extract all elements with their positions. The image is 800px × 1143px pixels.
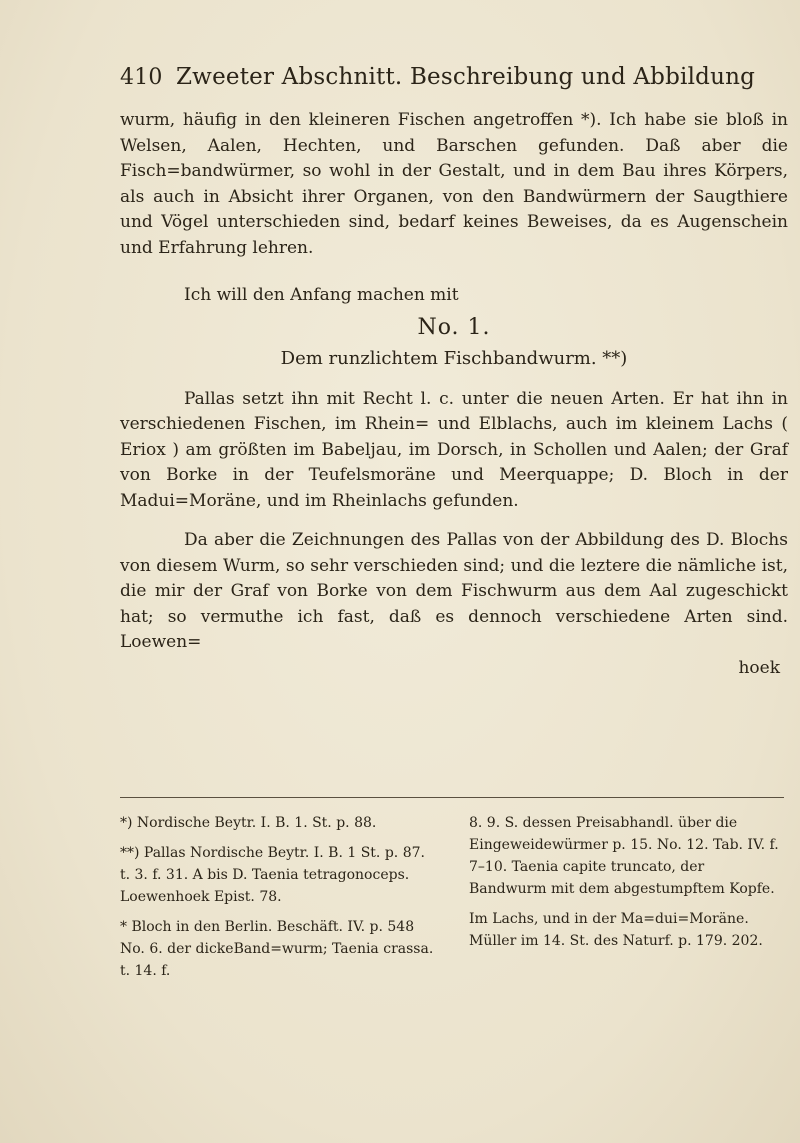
catchword: hoek — [738, 657, 780, 678]
running-header — [120, 64, 788, 108]
footnote-4: 8. 9. S. dessen Preisabhandl. über die Eingeweidewürmer p. 15. No. 12. Tab. IV. f. 7–10. Taenia capite truncato, der Bandwurm mit dem abgestumpftem Kopfe. — [469, 815, 779, 897]
paragraph-1: wurm, häufig in den kleineren Fischen angetroffen *). Ich habe sie bloß in Welsen, Aalen, Hechten, und Barschen gefunden. Daß aber die Fisch=bandwürmer, so wohl in der Gestalt, und in dem Bau ihres Körpers, als auch in Absicht ihrer Organen, von den Bandwürmern der Saugthiere und Vögel unterschieden sind, bedarf keines Beweises, da es Augenschein und Erfahrung lehren. — [120, 110, 788, 258]
paragraph-3: Pallas setzt ihn mit Recht l. c. unter die neuen Arten. Er hat ihn in verschiedenen Fischen, im Rhein= und Elblachs, auch im kleinem Lachs ( Eriox ) am größten im Babeljau, im Dorsch, in Schollen und Aalen; der Graf von Borke in der Teufelsmoräne und Meerquappe; D. Bloch in der Madui=Moräne, und im Rheinlachs gefunden. — [120, 388, 788, 511]
paragraph-4: Da aber die Zeichnungen des Pallas von der Abbildung des D. Blochs von diesem Wurm, so sehr verschieden sind; und die leztere die nämliche ist, die mir der Graf von Borke von dem Fischwurm aus dem Aal zugeschickt hat; so vermuthe ich fast, daß es dennoch verschiedene Arten sind. Loewen= — [120, 530, 788, 652]
footnote-5: Im Lachs, und in der Ma=dui=Moräne. Müller im 14. St. des Naturf. p. 179. 202. — [469, 911, 763, 949]
paragraph-2: Ich will den Anfang machen mit — [184, 285, 459, 305]
running-title: Zweeter Abschnitt. Beschreibung und Abbildung — [176, 64, 756, 90]
page-number: 410 — [120, 65, 163, 90]
footnote-2: **) Pallas Nordische Beytr. I. B. 1 St. p. 87. t. 3. f. 31. A bis D. Taenia tetragonoceps. Loewenhoek Epist. 78. — [120, 845, 425, 905]
section-number: No. 1. — [417, 314, 491, 340]
footnote-3: * Bloch in den Berlin. Beschäft. IV. p. 548 No. 6. der dickeBand=wurm; Taenia crassa. t. 14. f. — [120, 919, 434, 979]
page-content — [120, 64, 788, 678]
footnote-column-left — [120, 812, 435, 990]
footnote-1: *) Nordische Beytr. I. B. 1. St. p. 88. — [120, 815, 377, 831]
footnote-column-right — [469, 812, 784, 990]
footnotes — [120, 812, 784, 990]
section-title: Dem runzlichtem Fischbandwurm. **) — [280, 347, 628, 369]
footnote-divider — [120, 797, 784, 798]
